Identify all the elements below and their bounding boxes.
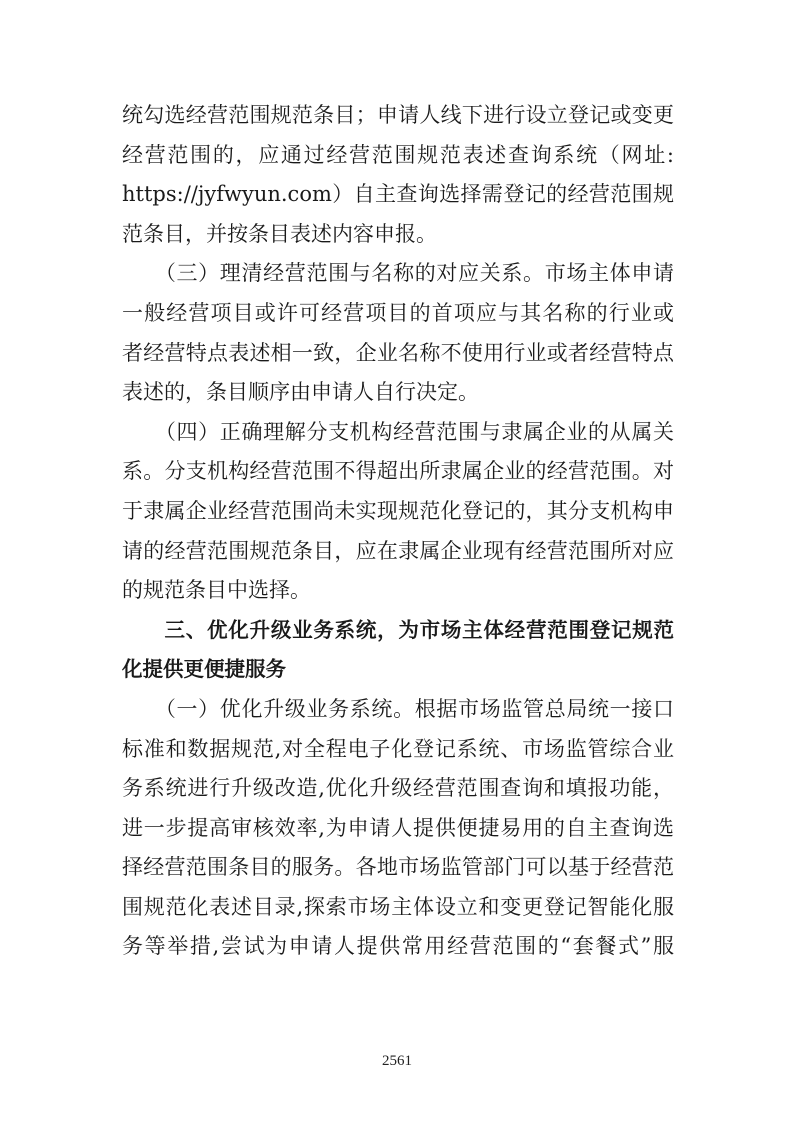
paragraph-line: 务等举措,尝试为申请人提供常用经营范围的“套餐式”服 [122,934,674,959]
paragraph-line: 的规范条目中选择。 [122,578,311,603]
paragraph-line: 者经营特点表述相一致，企业名称不使用行业或者经营特点 [122,340,674,365]
paragraph-line: （三）理清经营范围与名称的对应关系。市场主体申请 [122,261,674,286]
paragraph-line: 范条目，并按条目表述内容申报。 [122,221,437,246]
section-heading-line: 化提供更便捷服务 [122,657,286,682]
paragraph-line: 表述的，条目顺序由申请人自行决定。 [122,380,479,405]
paragraph-line: 系。分支机构经营范围不得超出所隶属企业的经营范围。对 [122,459,674,484]
paragraph-line: 择经营范围条目的服务。各地市场监管部门可以基于经营范 [122,855,674,880]
paragraph-line: 进一步提高审核效率,为申请人提供便捷易用的自主查询选 [122,815,674,840]
paragraph-line: 围规范化表述目录,探索市场主体设立和变更登记智能化服 [122,894,674,919]
section-heading-line: 三、优化升级业务系统，为市场主体经营范围登记规范 [122,617,674,642]
paragraph-line: 于隶属企业经营范围尚未实现规范化登记的，其分支机构申 [122,498,674,523]
paragraph-line: （一）优化升级业务系统。根据市场监管总局统一接口 [122,696,674,721]
paragraph-line: 请的经营范围规范条目，应在隶属企业现有经营范围所对应 [122,538,674,563]
paragraph-line: 经营范围的，应通过经营范围规范表述查询系统（网址: [122,142,674,167]
paragraph-line: 统勾选经营范围规范条目；申请人线下进行设立登记或变更 [122,103,674,127]
paragraph-line: https://jyfwyun.com）自主查询选择需登记的经营范围规 [122,182,674,207]
paragraph-line: 务系统进行升级改造,优化升级经营范围查询和填报功能， [122,776,674,801]
paragraph-line: 一般经营项目或许可经营项目的首项应与其名称的行业或 [122,300,674,325]
document-body [122,96,674,967]
page-number: 2561 [382,1053,412,1069]
paragraph-line: 标准和数据规范,对全程电子化登记系统、市场监管综合业 [122,736,674,761]
paragraph-line: （四）正确理解分支机构经营范围与隶属企业的从属关 [122,419,674,444]
